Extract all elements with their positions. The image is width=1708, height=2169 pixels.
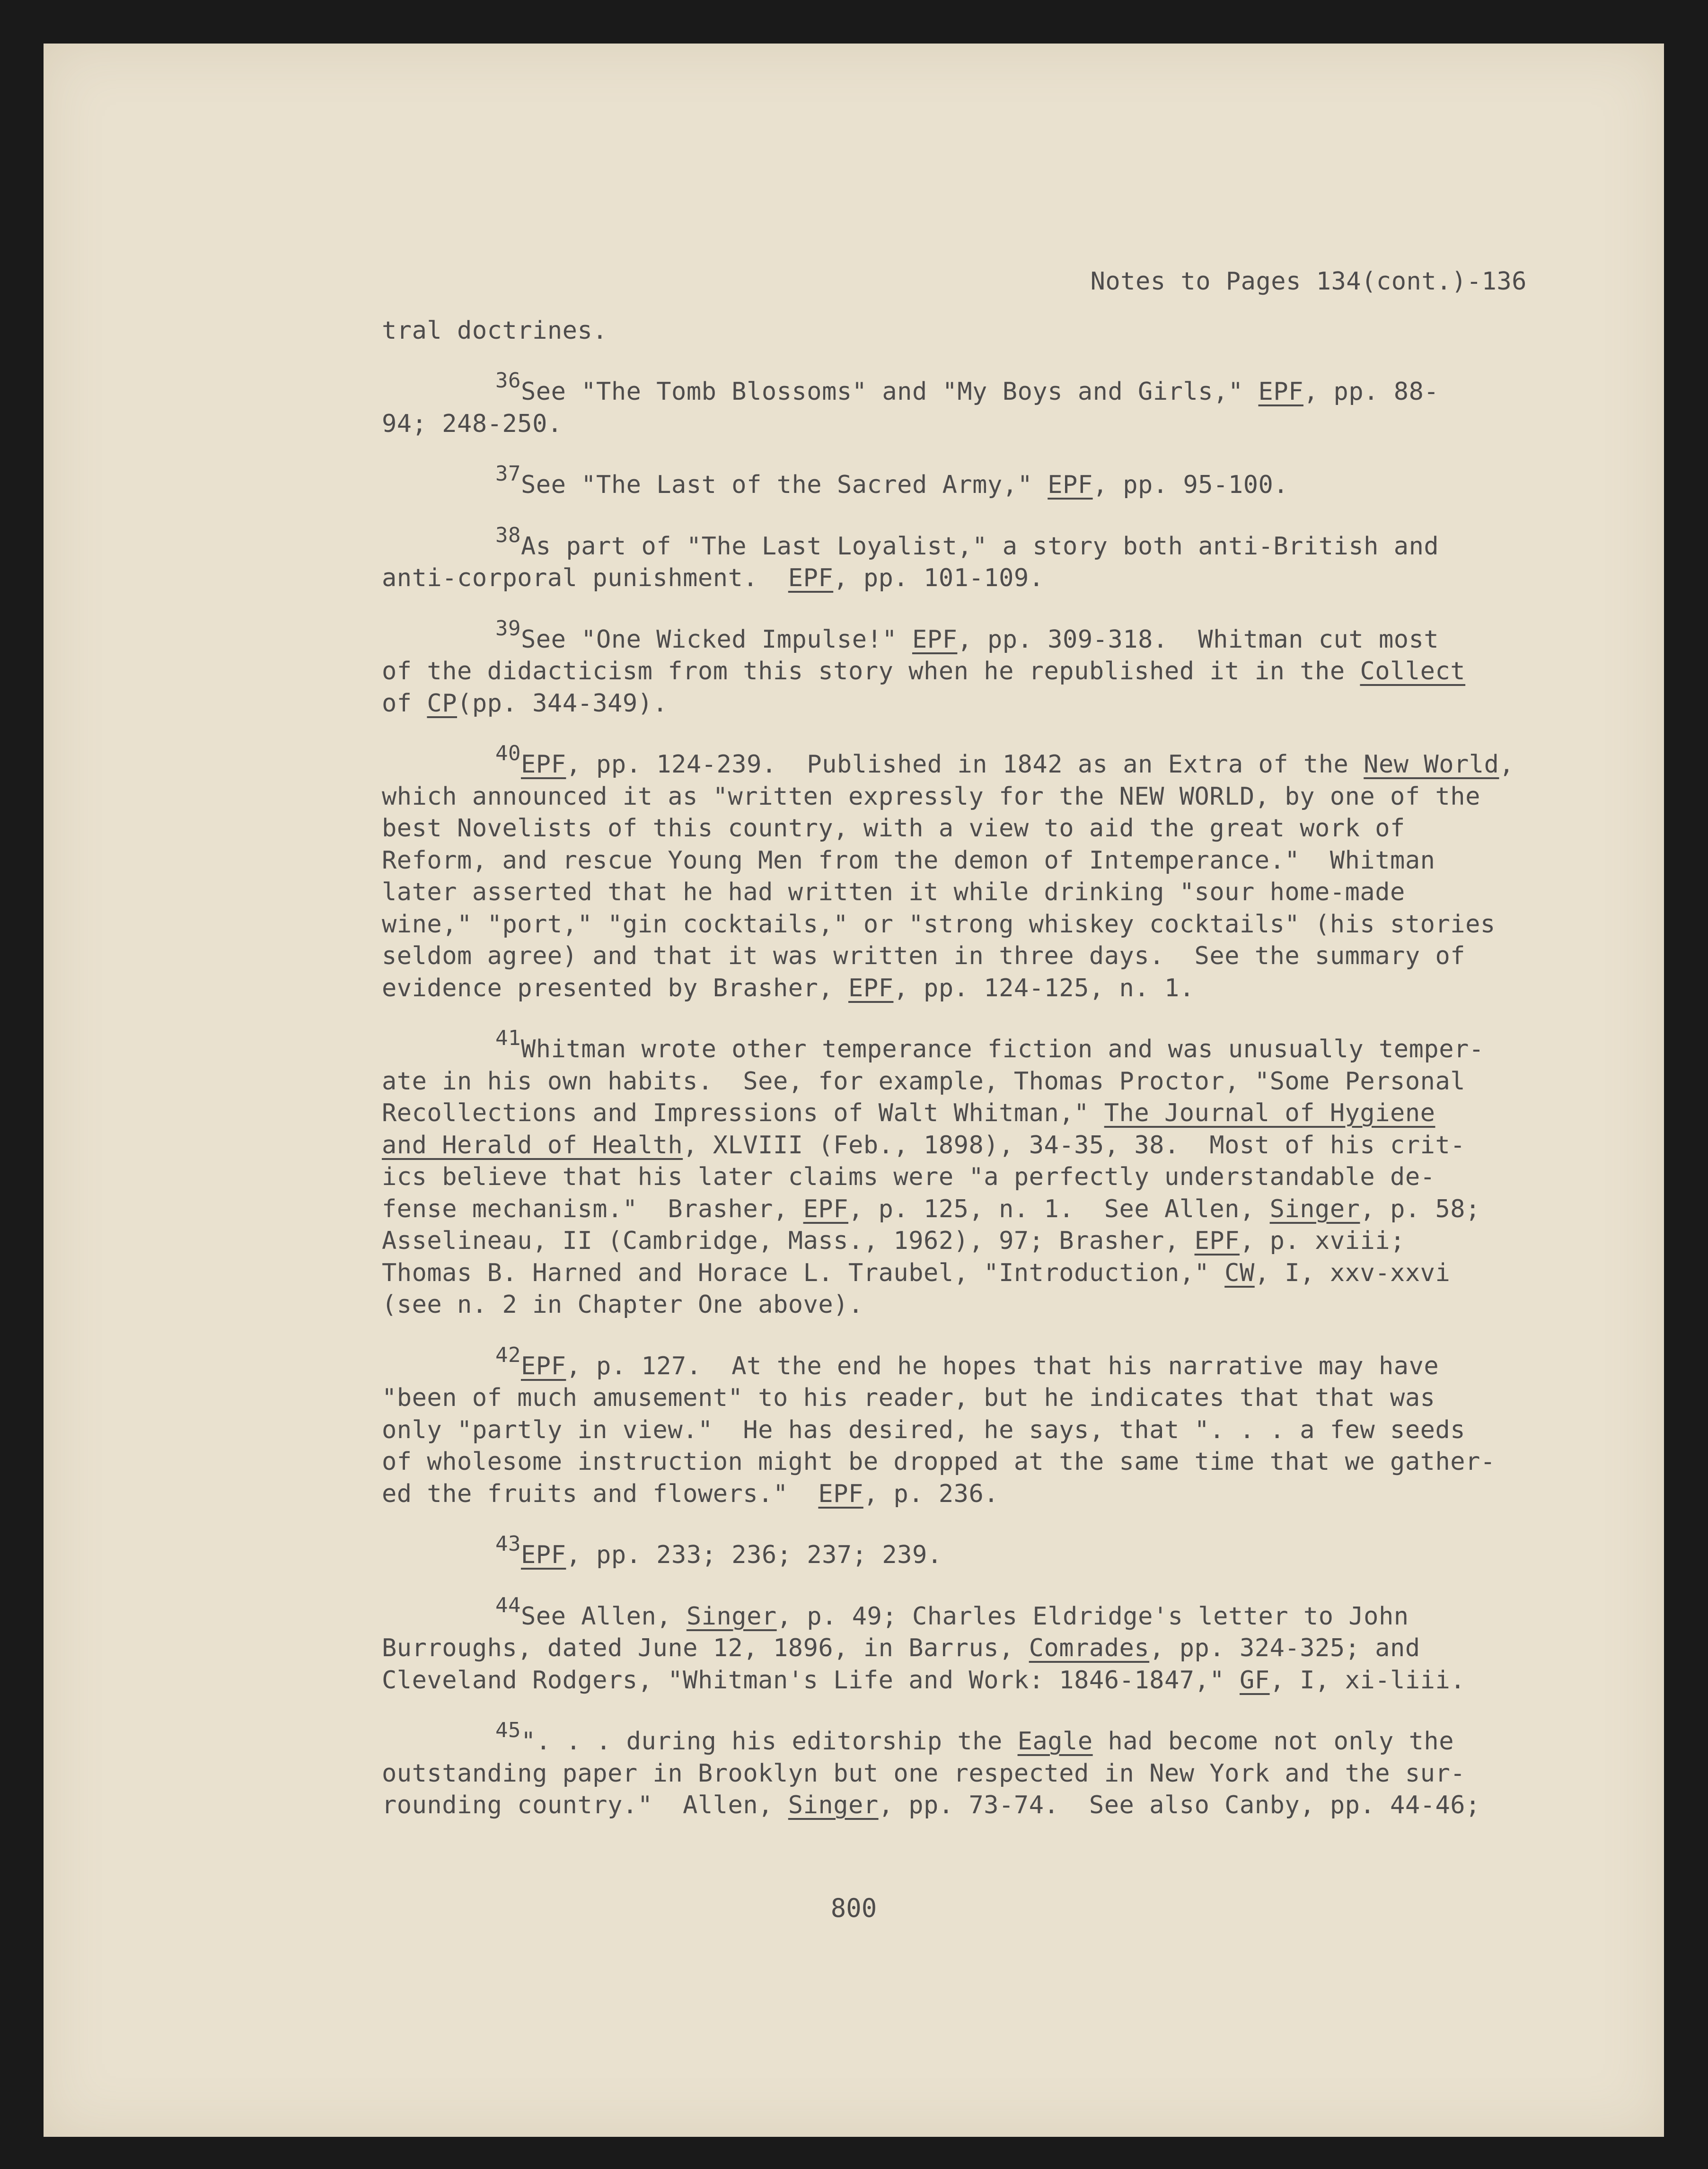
footnote-41: [382, 1026, 1565, 1321]
text-segment: ". . . during his editorship the: [520, 1727, 1018, 1756]
text-segment: rounding country." Allen,: [382, 1791, 788, 1819]
text-segment: , XLVIII (Feb., 1898), 34-35, 38. Most of his crit-: [683, 1131, 1466, 1159]
footnote-45: [382, 1718, 1565, 1822]
text-segment: had become not only the: [1092, 1727, 1454, 1756]
text-segment: 94; 248-250.: [382, 409, 563, 438]
text-segment: fense mechanism." Brasher,: [382, 1194, 803, 1223]
underlined-title: Singer: [1269, 1194, 1360, 1223]
underlined-title: EPF: [1258, 378, 1303, 406]
page-number: 800: [830, 1893, 877, 1923]
text-segment: , p. 49; Charles Eldridge's letter to John: [776, 1602, 1409, 1631]
underlined-title: Singer: [788, 1791, 879, 1819]
text-segment: Burroughs, dated June 12, 1896, in Barrus,: [382, 1634, 1029, 1662]
underlined-title: EPF: [818, 1479, 863, 1508]
text-segment: See "One Wicked Impulse!": [520, 625, 912, 654]
footnote-number: 36: [495, 369, 521, 393]
underlined-title: EPF: [912, 625, 958, 654]
text-segment: ed the fruits and flowers.": [382, 1479, 819, 1508]
footnote-number: 41: [495, 1026, 521, 1050]
footnote-line: [382, 813, 1565, 845]
text-segment: , I, xi-liii.: [1269, 1666, 1466, 1695]
footnote-line: [382, 1161, 1565, 1194]
underlined-title: and Herald of Health: [382, 1131, 683, 1159]
footnote-39: [382, 616, 1565, 720]
footnote-line: [382, 1026, 1565, 1066]
text-segment: Reform, and rescue Young Men from the demon of Intemperance." Whitman: [382, 846, 1435, 875]
footnote-line: [382, 1446, 1565, 1478]
text-segment: anti-corporal punishment.: [382, 564, 788, 592]
footnote-line: [382, 1066, 1565, 1098]
footnote-line: [382, 781, 1565, 813]
text-segment: (see n. 2 in Chapter One above).: [382, 1291, 863, 1319]
footnote-line: [382, 973, 1565, 1005]
underlined-title: The Journal of Hygiene: [1104, 1099, 1435, 1127]
text-segment: , I, xxv-xxvi: [1254, 1258, 1451, 1287]
footnote-44: [382, 1593, 1565, 1697]
footnote-38: [382, 523, 1565, 595]
footnote-line: [382, 1130, 1565, 1162]
footnote-42: [382, 1343, 1565, 1510]
footnote-line: [382, 1718, 1565, 1758]
text-segment: , p. xviii;: [1239, 1227, 1405, 1255]
footnote-37: [382, 462, 1565, 501]
text-segment: , p. 58;: [1360, 1194, 1480, 1223]
footnote-number: 43: [495, 1532, 521, 1556]
text-segment: (pp. 344-349).: [457, 689, 668, 718]
text-segment: , p. 236.: [863, 1479, 999, 1508]
text-segment: , pp. 233; 236; 237; 239.: [566, 1541, 942, 1569]
text-segment: See Allen,: [520, 1602, 687, 1631]
footnote-line: [382, 656, 1565, 688]
footnote-line: [382, 523, 1565, 563]
footnote-line: [382, 1225, 1565, 1257]
footnote-number: 37: [495, 462, 521, 486]
footnote-number: 40: [495, 741, 521, 765]
footnote-line: [382, 845, 1565, 877]
footnote-line: [382, 562, 1565, 595]
text-segment: , pp. 324-325; and: [1149, 1634, 1420, 1662]
underlined-title: Comrades: [1029, 1634, 1150, 1662]
underlined-title: EPF: [1048, 471, 1093, 499]
footnote-line: [382, 1758, 1565, 1790]
text-segment: ,: [1499, 750, 1514, 779]
underlined-title: EPF: [788, 564, 834, 592]
text-segment: later asserted that he had written it while drinking "sour home-made: [382, 878, 1405, 906]
paper-sheet: [44, 44, 1664, 2137]
text-segment: "been of much amusement" to his reader, but he indicates that that was: [382, 1384, 1435, 1412]
footnote-number: 38: [495, 523, 521, 547]
footnote-line: [382, 408, 1565, 440]
text-segment: Asselineau, II (Cambridge, Mass., 1962), 97; Brasher,: [382, 1227, 1195, 1255]
text-segment: evidence presented by Brasher,: [382, 974, 849, 1002]
footnote-number: 44: [495, 1593, 521, 1617]
text-segment: ate in his own habits. See, for example, Thomas Proctor, "Some Personal: [382, 1067, 1466, 1096]
footnote-line: [382, 1790, 1565, 1822]
footnote-number: 39: [495, 616, 521, 641]
page-text: [382, 266, 1565, 1822]
footnote-line: [382, 1414, 1565, 1447]
underlined-title: EPF: [848, 974, 894, 1002]
underlined-title: EPF: [520, 1352, 566, 1380]
text-segment: Cleveland Rodgers, "Whitman's Life and Work: 1846-1847,": [382, 1666, 1240, 1695]
text-segment: As part of "The Last Loyalist," a story both anti-British and: [520, 532, 1439, 561]
footnote-line: [382, 909, 1565, 941]
footnote-line: [382, 940, 1565, 973]
footnote-line: [382, 1098, 1565, 1130]
footnote-line: [382, 688, 1565, 720]
footnote-line: [382, 616, 1565, 656]
text-segment: ics believe that his later claims were "a perfectly understandable de-: [382, 1163, 1435, 1191]
text-segment: outstanding paper in Brooklyn but one respected in New York and the sur-: [382, 1759, 1466, 1788]
text-segment: See "The Last of the Sacred Army,": [520, 471, 1048, 499]
text-segment: , pp. 309-318. Whitman cut most: [957, 625, 1439, 654]
footnote-line: [382, 1194, 1565, 1226]
underlined-title: CP: [427, 689, 458, 718]
text-segment: wine," "port," "gin cocktails," or "strong whiskey cocktails" (his stories: [382, 910, 1496, 939]
footnote-line: [382, 1478, 1565, 1510]
text-segment: , pp. 88-: [1303, 378, 1439, 406]
footnote-line: [382, 1257, 1565, 1290]
text-segment: only "partly in view." He has desired, he says, that ". . . a few seeds: [382, 1415, 1466, 1444]
text-segment: , pp. 73-74. See also Canby, pp. 44-46;: [878, 1791, 1480, 1819]
text-segment: of wholesome instruction might be dropped at the same time that we gather-: [382, 1448, 1496, 1476]
footnote-line: [382, 1343, 1565, 1383]
text-segment: which announced it as "written expressly for the NEW WORLD, by one of the: [382, 782, 1480, 811]
underlined-title: EPF: [520, 1541, 566, 1569]
text-segment: seldom agree) and that it was written in three days. See the summary of: [382, 942, 1466, 970]
underlined-title: New World: [1364, 750, 1499, 779]
footnote-number: 45: [495, 1718, 521, 1742]
text-segment: of the didacticism from this story when he republished it in the: [382, 657, 1360, 685]
footnote-36: [382, 369, 1565, 440]
underlined-title: Collect: [1360, 657, 1466, 685]
underlined-title: EPF: [803, 1194, 849, 1223]
page-header: Notes to Pages 134(cont.)-136: [1090, 267, 1527, 296]
intro-line: tral doctrines.: [382, 316, 608, 345]
underlined-title: EPF: [520, 750, 566, 779]
text-segment: , pp. 124-125, n. 1.: [893, 974, 1195, 1002]
underlined-title: GF: [1239, 1666, 1270, 1695]
footnote-line: [382, 462, 1565, 501]
underlined-title: EPF: [1194, 1227, 1240, 1255]
footnotes: [382, 369, 1565, 1822]
text-segment: Thomas B. Harned and Horace L. Traubel, "Introduction,": [382, 1258, 1225, 1287]
footnote-43: [382, 1532, 1565, 1572]
footnote-line: [382, 877, 1565, 909]
text-segment: Recollections and Impressions of Walt Whitman,": [382, 1099, 1104, 1127]
footnote-line: [382, 1665, 1565, 1697]
footnote-line: [382, 369, 1565, 408]
text-segment: See "The Tomb Blossoms" and "My Boys and Girls,": [520, 378, 1259, 406]
footnote-line: [382, 741, 1565, 781]
text-segment: , pp. 95-100.: [1092, 471, 1289, 499]
footnote-number: 42: [495, 1343, 521, 1367]
text-segment: , pp. 124-239. Published in 1842 as an Extra of the: [566, 750, 1364, 779]
text-segment: , pp. 101-109.: [833, 564, 1044, 592]
footnote-line: [382, 1382, 1565, 1414]
underlined-title: CW: [1224, 1258, 1255, 1287]
footnote-40: [382, 741, 1565, 1004]
footnote-line: [382, 1289, 1565, 1321]
text-segment: , p. 125, n. 1. See Allen,: [848, 1194, 1270, 1223]
footnote-line: [382, 1633, 1565, 1665]
text-segment: of: [382, 689, 427, 718]
footnote-line: [382, 1593, 1565, 1633]
text-segment: Whitman wrote other temperance fiction and was unusually temper-: [520, 1035, 1484, 1063]
text-segment: , p. 127. At the end he hopes that his narrative may have: [566, 1352, 1439, 1380]
underlined-title: Singer: [686, 1602, 777, 1631]
underlined-title: Eagle: [1017, 1727, 1093, 1756]
text-segment: best Novelists of this country, with a view to aid the great work of: [382, 814, 1405, 843]
footnote-line: [382, 1532, 1565, 1572]
